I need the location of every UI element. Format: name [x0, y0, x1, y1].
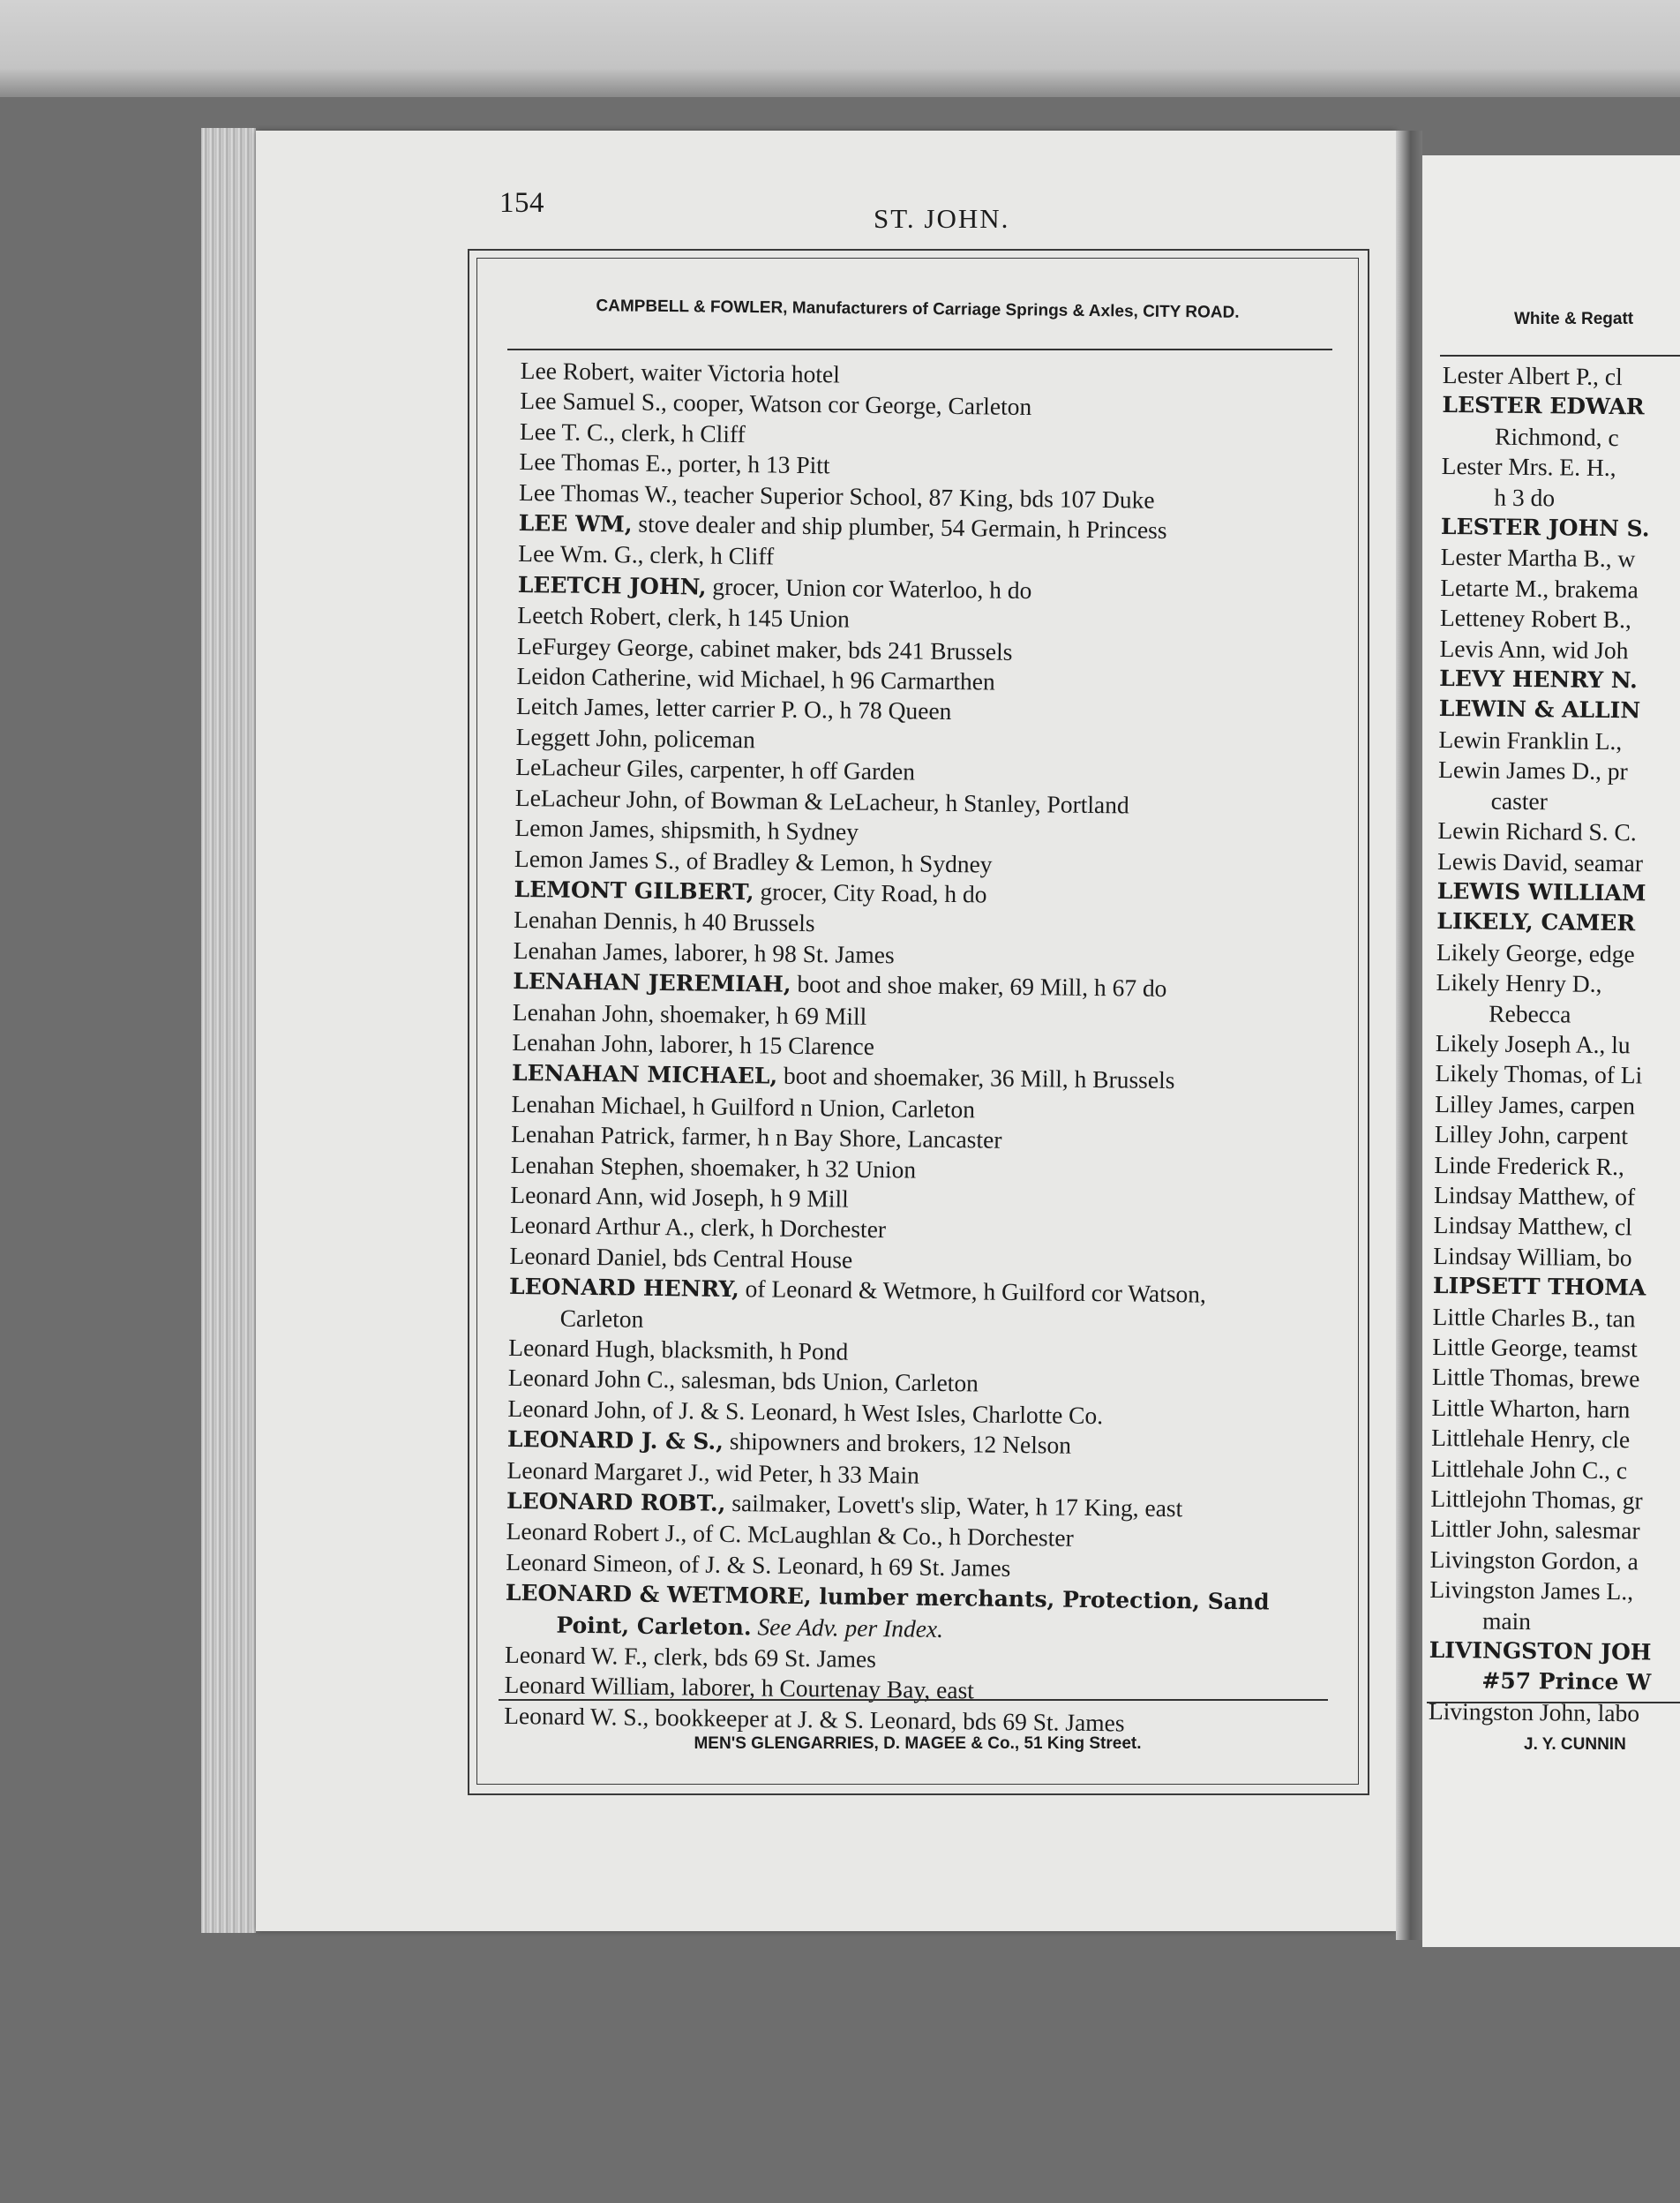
right-directory-entry: Littler John, salesmar: [1429, 1515, 1640, 1545]
right-directory-entry: Littlehale Henry, cle: [1431, 1424, 1631, 1454]
entry-note: See Adv. per Index.: [757, 1613, 944, 1643]
entry-name-bold: LENAHAN MICHAEL,: [511, 1060, 778, 1089]
entry-text: Lenahan John, laborer, h 15 Clarence: [512, 1027, 875, 1060]
right-banner-top: White & Regatt: [1514, 310, 1634, 328]
right-directory-entry: main: [1481, 1606, 1532, 1635]
right-directory-entry: LESTER JOHN S.: [1440, 514, 1650, 542]
right-directory-entry: Lilley John, carpent: [1434, 1120, 1629, 1150]
entry-text: Leitch James, letter carrier P. O., h 78 Queen: [515, 692, 952, 726]
right-directory-entry: LIKELY, CAMER: [1436, 908, 1636, 936]
entry-continuation-bold: Point, Carleton.: [556, 1612, 752, 1640]
right-directory-entry: Littlejohn Thomas, gr: [1430, 1484, 1643, 1515]
entry-text: sailmaker, Lovett's slip, Water, h 17 King, east: [725, 1488, 1183, 1523]
right-directory-entry: Likely Henry D.,: [1436, 968, 1602, 998]
entry-text: Leonard Daniel, bds Central House: [509, 1241, 853, 1274]
entry-text: Lee Thomas W., teacher Superior School, 87 King, bds 107 Duke: [518, 477, 1155, 514]
entry-text: LeFurgey George, cabinet maker, bds 241 Brussels: [516, 631, 1013, 665]
entry-text: Leggett John, policeman: [515, 722, 756, 754]
entry-text: Leonard John C., salesman, bds Union, Carleton: [507, 1364, 979, 1397]
right-directory-entry: LEVY HENRY N.: [1439, 665, 1638, 694]
directory-entry: [508, 1271, 1347, 1342]
page-stack-edge: [201, 128, 256, 1933]
right-banner-bottom: J. Y. CUNNIN: [1524, 1735, 1626, 1754]
scanner-bed-top: [0, 0, 1680, 97]
entry-text: LeLacheur Giles, carpenter, h off Garden: [515, 753, 916, 786]
entry-text: Lemon James, shipsmith, h Sydney: [514, 814, 859, 846]
right-directory-entry: #57 Prince W: [1481, 1668, 1652, 1696]
right-directory-entry: Little George, teamst: [1432, 1332, 1638, 1363]
right-directory-entry: Lewin Richard S. C.: [1437, 816, 1637, 846]
right-directory-entry: LIVINGSTON JOH: [1429, 1636, 1652, 1665]
entry-text: shipowners and brokers, 12 Nelson: [723, 1427, 1072, 1459]
entry-text: Leonard Arthur A., clerk, h Dorchester: [509, 1211, 887, 1244]
entry-text: Lenahan Stephen, shoemaker, h 32 Union: [510, 1150, 917, 1184]
right-directory-entry: Lindsay Matthew, cl: [1433, 1211, 1632, 1241]
advertisement-banner-bottom: MEN'S GLENGARRIES, D. MAGEE & Co., 51 King Street.: [694, 1734, 1142, 1753]
right-directory-entry: Likely George, edge: [1436, 937, 1635, 968]
entry-text: Lee Thomas E., porter, h 13 Pitt: [519, 447, 830, 479]
entry-text: Lenahan James, laborer, h 98 St. James: [513, 936, 895, 968]
entry-text: Leonard Margaret J., wid Peter, h 33 Main: [506, 1455, 920, 1489]
directory-entries: [504, 356, 1359, 1741]
entry-name-bold: LEE WM,: [518, 510, 633, 538]
entry-text: boot and shoe maker, 69 Mill, h 67 do: [791, 969, 1167, 1003]
right-directory-entry: Letteney Robert B.,: [1439, 604, 1631, 634]
entry-text: Leidon Catherine, wid Michael, h 96 Carmarthen: [516, 662, 995, 695]
right-directory-entry: Lester Mrs. E. H.,: [1441, 452, 1616, 482]
entry-name-bold: LEONARD HENRY,: [508, 1274, 739, 1303]
running-head: ST. JOHN.: [874, 203, 1010, 234]
entry-text: Lee Wm. G., clerk, h Cliff: [518, 539, 775, 570]
right-directory-entry: Lilley James, carpen: [1435, 1089, 1636, 1120]
right-directory-entry: Lindsay Matthew, of: [1433, 1180, 1636, 1211]
right-directory-entry: Littlehale John C., c: [1430, 1454, 1628, 1484]
entry-text: Lee Robert, waiter Victoria hotel: [520, 356, 841, 388]
right-directory-entry: Lester Albert P., cl: [1442, 360, 1623, 391]
entry-text: Leonard Simeon, of J. & S. Leonard, h 69 St. James: [506, 1547, 1011, 1582]
entry-text: Lee Samuel S., cooper, Watson cor George, Carleton: [520, 387, 1032, 421]
entry-name-bold: LEONARD J. & S.,: [506, 1426, 724, 1455]
page-number: 154: [499, 187, 544, 219]
right-directory-entry: Levis Ann, wid Joh: [1439, 634, 1629, 664]
entry-text: of Leonard & Wetmore, h Guilford cor Watson,: [739, 1274, 1207, 1308]
entry-text: Leonard John, of J. & S. Leonard, h West Isles, Charlotte Co.: [507, 1394, 1104, 1429]
right-directory-entry: Livingston John, labo: [1428, 1696, 1640, 1727]
entry-text: Leonard W. S., bookkeeper at J. & S. Leonard, bds 69 St. James: [503, 1701, 1125, 1737]
entry-text: Leonard W. F., clerk, bds 69 St. James: [504, 1640, 877, 1673]
banner-rule-top: [507, 349, 1332, 350]
entry-text: grocer, City Road, h do: [754, 877, 987, 908]
right-directory-entry: Little Charles B., tan: [1432, 1302, 1636, 1332]
entry-text: Leonard Ann, wid Joseph, h 9 Mill: [510, 1180, 850, 1213]
entry-name-bold: LEETCH JOHN,: [517, 571, 707, 600]
right-directory-entry: Rebecca: [1489, 999, 1571, 1028]
right-directory-entry: Livingston James L.,: [1429, 1575, 1634, 1605]
entry-name-bold: LENAHAN JEREMIAH,: [513, 968, 791, 997]
book-gutter: [1396, 131, 1422, 1940]
right-directory-entry: Little Wharton, harn: [1431, 1393, 1631, 1424]
right-directory-entry: Richmond, c: [1494, 422, 1619, 451]
right-directory-entry: caster: [1490, 786, 1549, 815]
right-directory-entry: Lewin James D., pr: [1437, 756, 1628, 786]
banner-rule-bottom: [499, 1699, 1328, 1701]
entry-name-bold: LEMONT GILBERT,: [514, 876, 754, 906]
right-directory-entry: LEWIN & ALLIN: [1438, 695, 1641, 724]
right-directory-entry: LESTER EDWAR: [1442, 392, 1645, 420]
right-directory-entries: [1429, 360, 1665, 1729]
right-directory-entry: Likely Thomas, of Li: [1435, 1059, 1643, 1089]
right-directory-entry: Lester Martha B., w: [1440, 543, 1636, 573]
right-directory-entry: Lewis David, seamar: [1436, 846, 1644, 876]
entry-text: Leetch Robert, clerk, h 145 Union: [517, 601, 851, 633]
right-directory-entry: Likely Joseph A., lu: [1435, 1028, 1631, 1059]
right-rule-bottom: [1427, 1702, 1680, 1703]
right-rule-top: [1440, 355, 1680, 357]
entry-continuation: Carleton: [559, 1304, 644, 1333]
entry-text: stove dealer and ship plumber, 54 Germain, h Princess: [632, 509, 1167, 544]
entry-text: boot and shoemaker, 36 Mill, h Brussels: [776, 1061, 1175, 1094]
entry-text: Lemon James S., of Bradley & Lemon, h Sydney: [514, 844, 993, 878]
entry-text: Leonard William, laborer, h Courtenay Bay, east: [504, 1671, 975, 1704]
directory-entry: [505, 1577, 1344, 1650]
entry-text: Lenahan Michael, h Guilford n Union, Carleton: [511, 1089, 976, 1124]
right-directory-entry: Lewin Franklin L.,: [1438, 725, 1623, 756]
entry-text: Lee T. C., clerk, h Cliff: [519, 417, 746, 447]
entry-text: Lenahan Patrick, farmer, h n Bay Shore, Lancaster: [511, 1120, 1002, 1154]
entry-name-bold: LEONARD ROBT.,: [506, 1487, 726, 1516]
entry-text: Lenahan John, shoemaker, h 69 Mill: [512, 997, 867, 1030]
entry-text: Leonard Robert J., of C. McLaughlan & Co., h Dorchester: [506, 1517, 1074, 1553]
right-directory-entry: LIPSETT THOMA: [1432, 1273, 1646, 1301]
entry-text: grocer, Union cor Waterloo, h do: [706, 572, 1032, 604]
right-directory-entry: Linde Frederick R.,: [1434, 1150, 1624, 1180]
right-directory-entry: Little Thomas, brewe: [1431, 1363, 1640, 1393]
right-directory-entry: LEWIS WILLIAM: [1436, 877, 1646, 906]
right-page-partial: [1422, 155, 1680, 1947]
entry-text: Leonard Hugh, blacksmith, h Pond: [508, 1333, 849, 1365]
advertisement-banner-top: CAMPBELL & FOWLER, Manufacturers of Carriage Springs & Axles, CITY ROAD.: [596, 297, 1240, 322]
entry-name-bold: LEONARD & WETMORE, lumber merchants, Protection, Sand: [505, 1580, 1270, 1615]
right-directory-entry: h 3 do: [1494, 483, 1556, 511]
entry-text: LeLacheur John, of Bowman & LeLacheur, h Stanley, Portland: [514, 783, 1129, 819]
right-directory-entry: Letarte M., brakema: [1440, 573, 1639, 604]
entry-text: Lenahan Dennis, h 40 Brussels: [514, 906, 815, 937]
right-directory-entry: Lindsay William, bo: [1433, 1241, 1632, 1272]
right-directory-entry: Livingston Gordon, a: [1429, 1545, 1639, 1575]
